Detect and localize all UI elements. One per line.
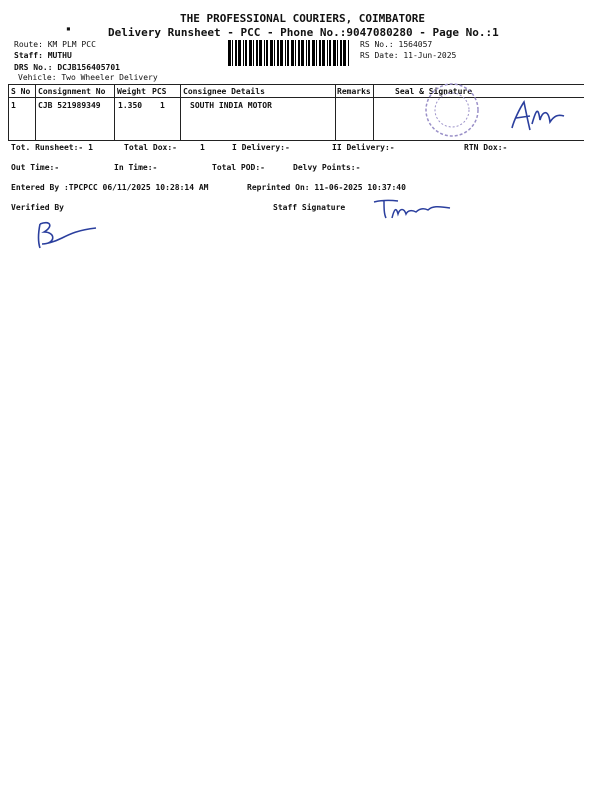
route-text: Route: KM PLM PCC — [14, 40, 96, 49]
total-dox-label: Total Dox:- — [124, 143, 177, 152]
i-delivery: I Delivery:- — [232, 143, 290, 152]
rs-number: RS No.: 1564057 — [360, 40, 433, 49]
total-runsheet: Tot. Runsheet:- 1 — [11, 143, 93, 152]
entered-by: Entered By :TPCPCC 06/11/2025 10:28:14 AM — [11, 183, 209, 192]
scan-mark: ▪ — [66, 24, 71, 33]
col-header-consignment: Consignment No — [38, 87, 106, 96]
barcode — [228, 40, 353, 66]
col-header-sno: S No — [11, 87, 31, 96]
col-header-seal: Seal & Signature — [395, 87, 473, 96]
drs-number: DRS No.: DCJB156405701 — [14, 63, 120, 72]
out-time: Out Time:- — [11, 163, 60, 172]
col-divider — [114, 84, 115, 140]
col-divider — [35, 84, 36, 140]
reprinted-on: Reprinted On: 11-06-2025 10:37:40 — [247, 183, 406, 192]
verifier-signature — [30, 214, 110, 254]
staff-text: Staff: MUTHU — [14, 51, 72, 60]
recipient-stamp — [418, 80, 578, 142]
staff-handwritten-signature — [372, 196, 462, 222]
row-consignment: CJB 521989349 — [38, 101, 101, 110]
runsheet-title: Delivery Runsheet - PCC - Phone No.:9047080280 - Page No.:1 — [108, 26, 499, 39]
company-name: THE PROFESSIONAL COURIERS, COIMBATORE — [180, 12, 426, 25]
row-weight: 1.350 — [118, 101, 143, 110]
col-header-weight: Weight — [117, 87, 146, 96]
table-left-border — [8, 84, 9, 140]
col-header-pcs: PCS — [152, 87, 167, 96]
delivery-points: Delvy Points:- — [293, 163, 361, 172]
verified-by-label: Verified By — [11, 203, 64, 212]
col-divider — [180, 84, 181, 140]
total-dox-value: 1 — [200, 143, 205, 152]
col-divider — [373, 84, 374, 140]
in-time: In Time:- — [114, 163, 158, 172]
staff-signature-label: Staff Signature — [273, 203, 346, 212]
col-header-remarks: Remarks — [337, 87, 371, 96]
row-sno: 1 — [11, 101, 16, 110]
row-pcs: 1 — [160, 101, 165, 110]
rs-date: RS Date: 11-Jun-2025 — [360, 51, 457, 60]
row-consignee: SOUTH INDIA MOTOR — [190, 101, 272, 110]
rtn-dox: RTN Dox:- — [464, 143, 508, 152]
total-pod: Total POD:- — [212, 163, 265, 172]
col-divider — [335, 84, 336, 140]
col-header-consignee: Consignee Details — [183, 87, 265, 96]
vehicle-text: Vehicle: Two Wheeler Delivery — [18, 73, 158, 82]
ii-delivery: II Delivery:- — [332, 143, 395, 152]
